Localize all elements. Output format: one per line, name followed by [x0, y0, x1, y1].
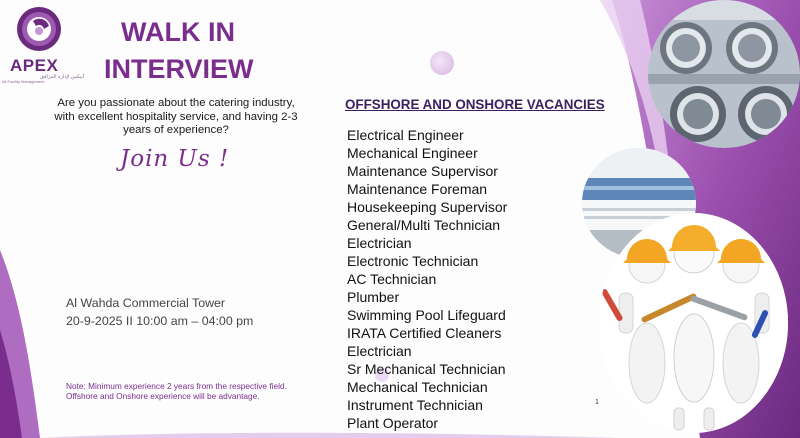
page-number: 1 [595, 399, 599, 406]
logo-icon [6, 4, 72, 64]
vacancy-item: General/Multi Technician [347, 217, 501, 233]
vacancy-item: Electrician [347, 343, 412, 359]
laundry-machines-photo [648, 0, 800, 148]
vacancy-item: Instrument Technician [347, 397, 483, 413]
workers-with-tools-illustration [599, 213, 788, 433]
workers-icon [599, 213, 788, 433]
intro-text: Are you passionate about the catering industry, with excellent hospitality service, and having 2-3 years of experience? [54, 97, 298, 137]
headline-line-2: INTERVIEW [104, 54, 254, 84]
join-us-script: Join Us ! [120, 146, 230, 172]
vacancy-item: Mechanical Engineer [347, 145, 478, 161]
vacancy-item: Swimming Pool Lifeguard [347, 307, 506, 323]
vacancy-item: Mechanical Technician [347, 379, 488, 395]
logo-arabic-text: أيبكس لإدارة المرافق [40, 74, 85, 80]
vacancy-item: Housekeeping Supervisor [347, 199, 508, 215]
logo-name: APEX [10, 56, 59, 75]
vacancy-item: Plant Operator [347, 415, 439, 431]
vacancies-heading: OFFSHORE AND ONSHORE VACANCIES [345, 97, 605, 112]
bottom-strip [40, 433, 620, 438]
vacancy-item: Maintenance Foreman [347, 181, 488, 197]
washing-machine-icon [648, 0, 800, 148]
vacancies-list [347, 126, 507, 432]
vacancy-item: Electrician [347, 235, 412, 251]
vacancy-item: Maintenance Supervisor [347, 163, 498, 179]
headline-line-1: WALK IN [121, 17, 235, 47]
vacancy-item: AC Technician [347, 271, 437, 287]
headline [104, 14, 252, 88]
experience-note: Note: Minimum experience 2 years from the respective field. Offshore and Onshore experience will be advantage. [66, 381, 287, 401]
decorative-orb [430, 51, 454, 75]
venue-block [66, 294, 253, 330]
venue-datetime: 20-9-2025 II 10:00 am – 04:00 pm [66, 314, 254, 328]
vacancy-item: Electrical Engineer [347, 127, 464, 143]
venue-location: Al Wahda Commercial Tower [66, 296, 226, 310]
vacancy-item: IRATA Certified Cleaners [347, 325, 502, 341]
vacancy-item: Sr Mechanical Technician [347, 361, 506, 377]
vacancy-item: Plumber [347, 289, 400, 305]
logo-subtitle: All Facility Management [2, 79, 45, 84]
vacancy-item: Electronic Technician [347, 253, 479, 269]
